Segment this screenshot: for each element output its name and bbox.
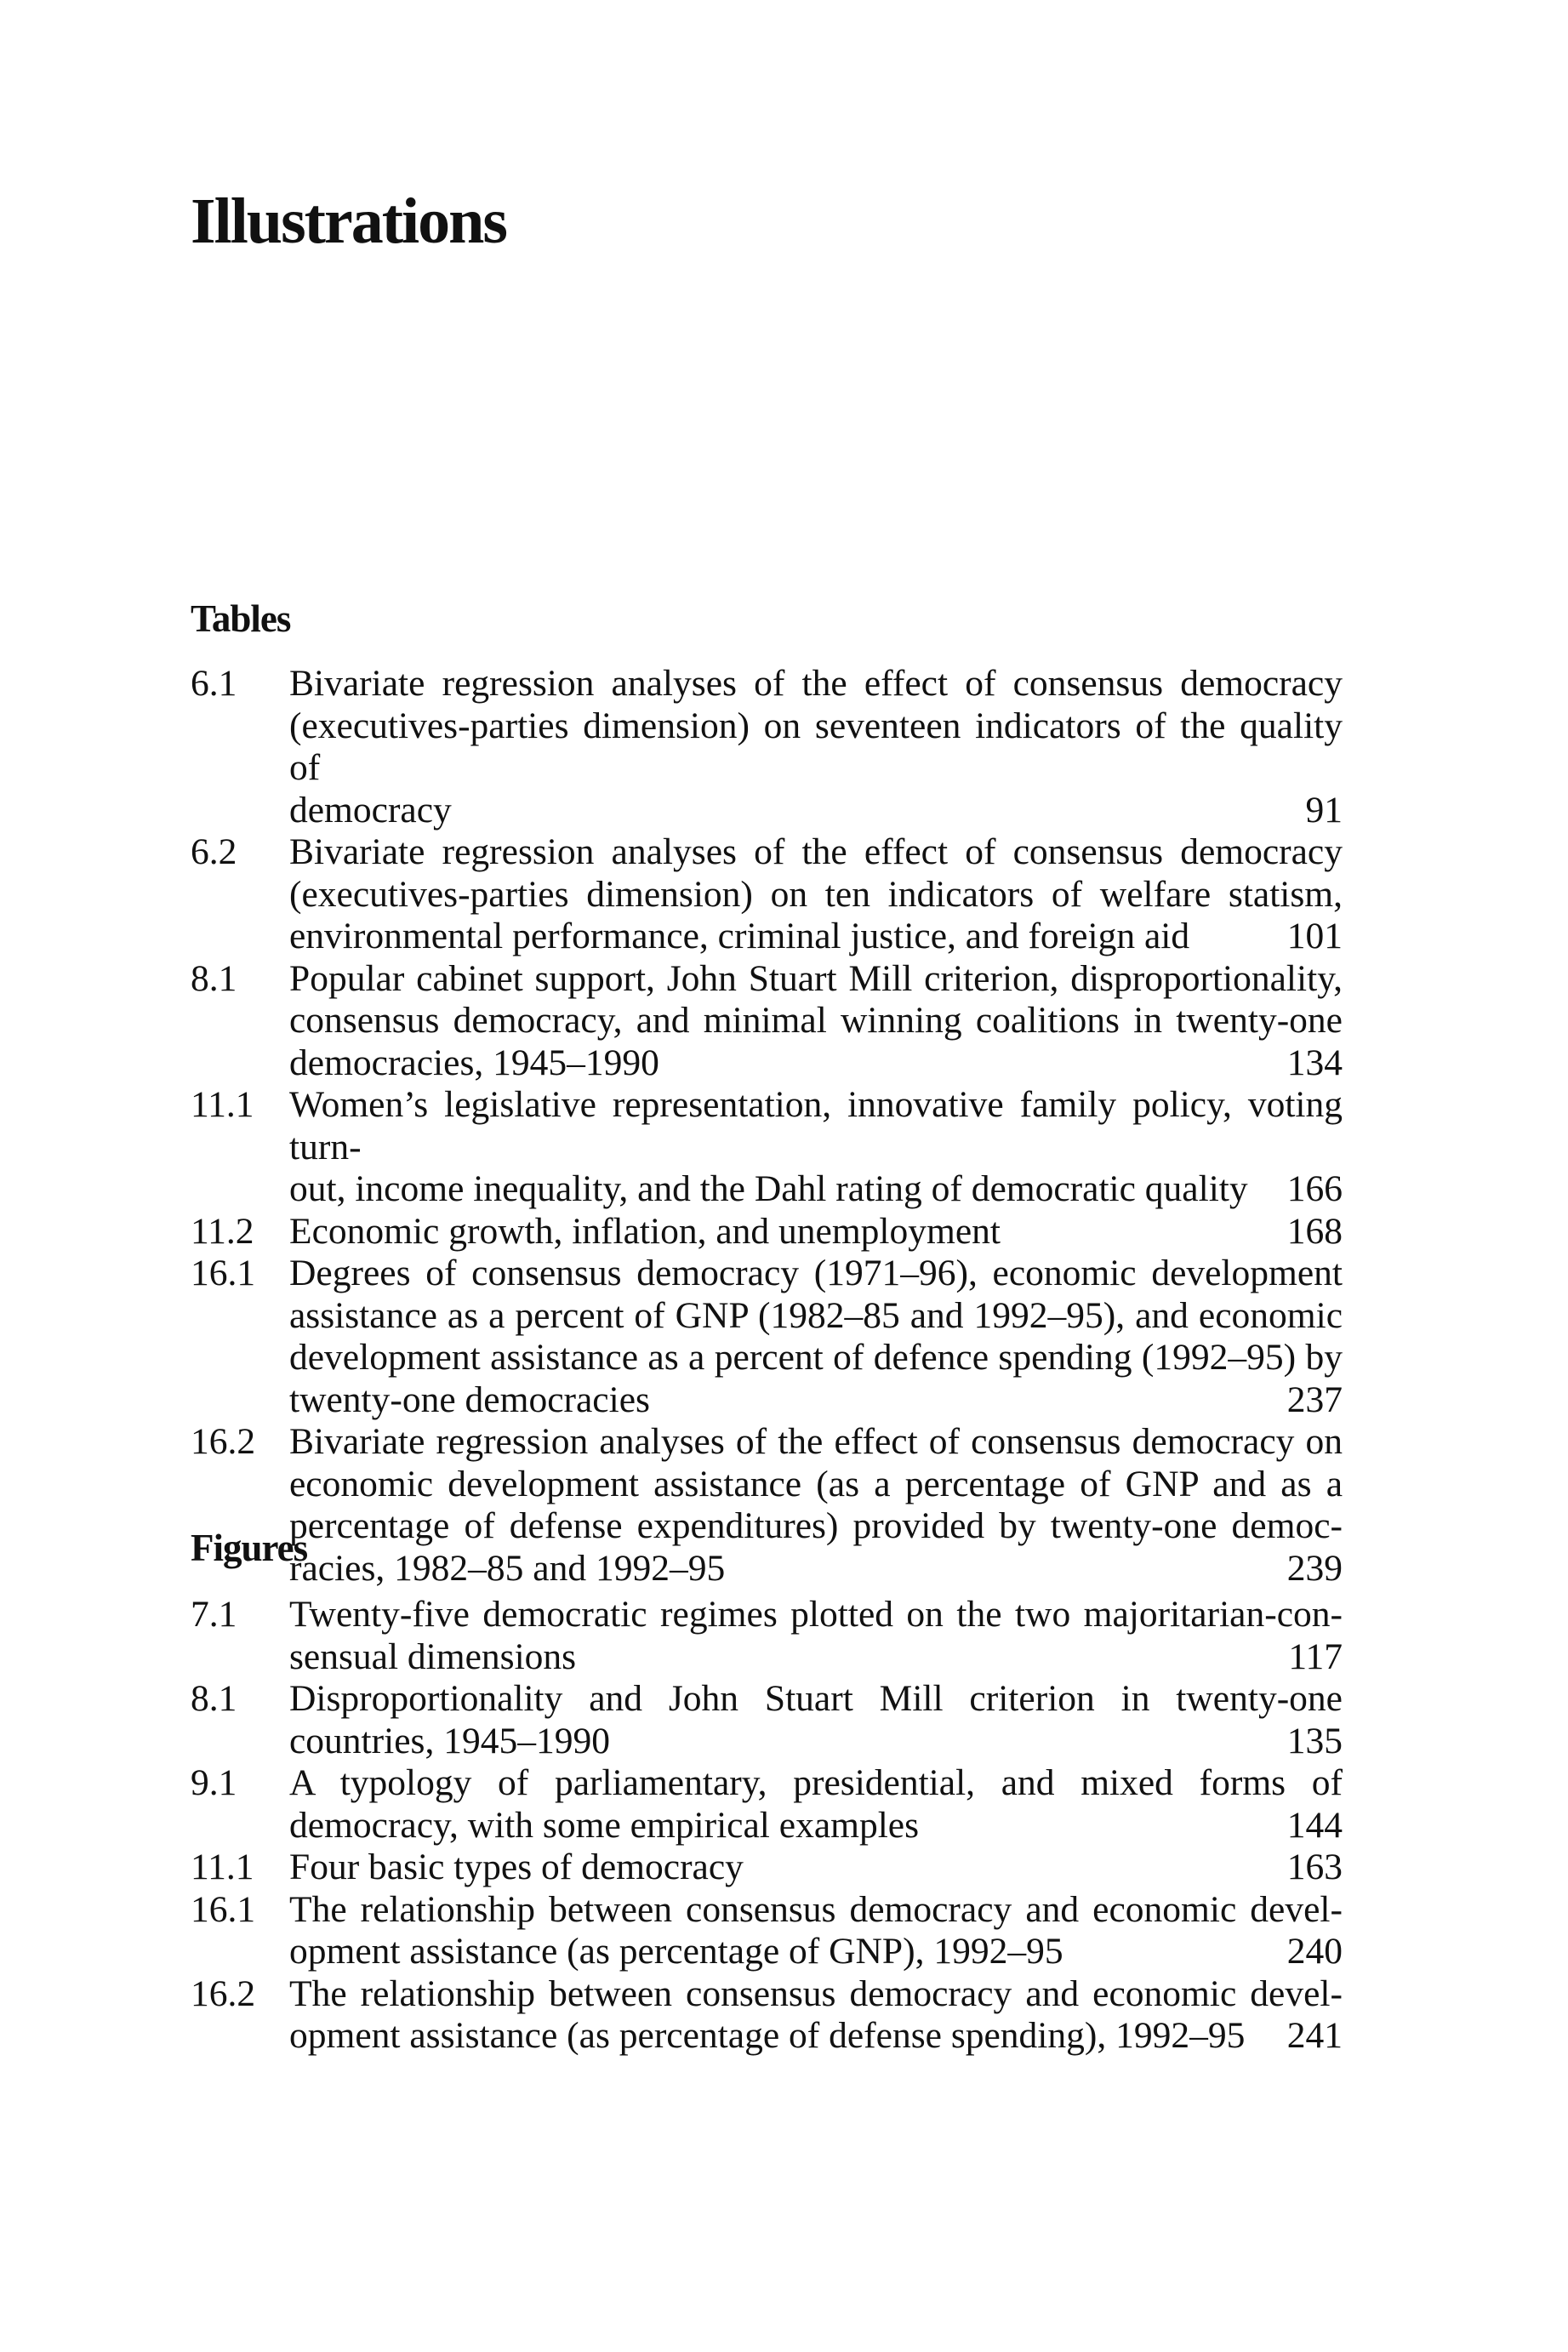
entry-number: 11.1 [191, 1847, 254, 1887]
entry-title-line: Popular cabinet support, John Stuart Mill criterion, disproportionality, [289, 957, 1343, 999]
figure-entry [191, 1762, 1343, 1847]
entry-title [289, 831, 1343, 958]
entry-number: 11.1 [191, 1084, 254, 1125]
entry-title-line [289, 1931, 1343, 1973]
entry-title-text: democracies, 1945–1990 [289, 1042, 659, 1083]
entry-title-text: opment assistance (as percentage of GNP), 1992–95 [289, 1931, 1063, 1972]
table-entry [191, 663, 1343, 831]
entry-number: 16.2 [191, 1421, 256, 1462]
entry-number: 8.1 [191, 957, 237, 999]
page-number: 101 [1286, 916, 1343, 956]
figure-entry [191, 1594, 1343, 1678]
page-number: 135 [1286, 1720, 1343, 1761]
entry-title-line: development assistance as a percent of defence spending (1992–95) by [289, 1337, 1343, 1378]
table-entry [191, 1211, 1343, 1253]
entry-title-line: The relationship between consensus democracy and economic devel- [289, 1972, 1343, 2014]
entry-title [289, 1253, 1343, 1421]
entry-title [289, 1889, 1343, 1973]
entry-title-line: (executives-parties dimension) on ten indicators of welfare statism, [289, 873, 1343, 915]
entry-number: 9.1 [191, 1762, 237, 1803]
page-number: 166 [1286, 1168, 1343, 1209]
figures-list [191, 1594, 1343, 2058]
entry-title-line: A typology of parliamentary, presidential, and mixed forms of [289, 1762, 1343, 1803]
entry-title-text: Economic growth, inflation, and unemployment [289, 1210, 1001, 1252]
table-entry [191, 1084, 1343, 1211]
entry-title [289, 1762, 1343, 1847]
entry-title-line [289, 1721, 1343, 1763]
figure-entry [191, 1889, 1343, 1973]
entry-number: 6.1 [191, 663, 237, 704]
entry-title [289, 1421, 1343, 1590]
entry-number: 11.2 [191, 1210, 254, 1252]
table-entry [191, 831, 1343, 958]
entry-title-line: Bivariate regression analyses of the effect of consensus democracy on [289, 1421, 1343, 1462]
page-number: 239 [1286, 1547, 1343, 1589]
entry-title-line [289, 1847, 1343, 1889]
entry-title-text: out, income inequality, and the Dahl rating of democratic quality [289, 1168, 1248, 1209]
figures-heading: Figures [191, 1527, 308, 1569]
entry-title-line [289, 2015, 1343, 2058]
page-number: 241 [1286, 2015, 1343, 2056]
entry-title-text: opment assistance (as percentage of defense spending), 1992–95 [289, 2015, 1246, 2056]
entry-title-line: (executives-parties dimension) on seventeen indicators of the quality of [289, 705, 1343, 788]
tables-list [191, 663, 1343, 1590]
entry-title-line: Bivariate regression analyses of the effect of consensus democracy [289, 663, 1343, 704]
entry-title-line: Women’s legislative representation, innovative family policy, voting turn- [289, 1084, 1343, 1167]
entry-title-line [289, 1548, 1343, 1590]
entry-title [289, 1678, 1343, 1762]
entry-title-line: Degrees of consensus democracy (1971–96), economic development [289, 1253, 1343, 1293]
figure-entry [191, 1678, 1343, 1762]
entry-title-text: environmental performance, criminal justice, and foreign aid [289, 916, 1190, 956]
entry-title-line [289, 790, 1343, 832]
page-number: 237 [1286, 1379, 1343, 1420]
figure-entry [191, 1973, 1343, 2058]
entry-title-line [289, 1168, 1343, 1211]
entry-title-line: The relationship between consensus democracy and economic devel- [289, 1888, 1343, 1930]
entry-title-line: consensus democracy, and minimal winning coalitions in twenty-one [289, 1000, 1343, 1041]
entry-number: 16.2 [191, 1972, 256, 2014]
entry-title-line [289, 1636, 1343, 1679]
entry-title-text: democracy [289, 789, 452, 831]
entry-title-text: racies, 1982–85 and 1992–95 [289, 1547, 726, 1589]
table-entry [191, 1421, 1343, 1590]
page-number: 91 [1305, 789, 1343, 831]
page-number: 168 [1286, 1210, 1343, 1252]
tables-heading: Tables [191, 597, 291, 640]
entry-title [289, 663, 1343, 831]
entry-title-line [289, 1805, 1343, 1847]
entry-title-line: Bivariate regression analyses of the effect of consensus democracy [289, 831, 1343, 872]
page-number: 240 [1286, 1931, 1343, 1972]
entry-number: 16.1 [191, 1888, 256, 1930]
table-entry [191, 958, 1343, 1085]
table-entry [191, 1253, 1343, 1421]
entry-number: 7.1 [191, 1594, 237, 1635]
page-number: 134 [1286, 1042, 1343, 1083]
entry-title-line [289, 1042, 1343, 1085]
entry-number: 16.1 [191, 1253, 256, 1293]
entry-title-line: economic development assistance (as a percentage of GNP and as a [289, 1463, 1343, 1504]
entry-title [289, 1973, 1343, 2058]
entry-title [289, 1847, 1343, 1889]
page-number: 117 [1288, 1636, 1343, 1677]
entry-title-line: assistance as a percent of GNP (1982–85 and 1992–95), and economic [289, 1294, 1343, 1336]
entry-title-line [289, 916, 1343, 958]
figure-entry [191, 1847, 1343, 1889]
entry-title-line: Disproportionality and John Stuart Mill criterion in twenty-one [289, 1678, 1343, 1719]
entry-number: 6.2 [191, 831, 237, 872]
entry-title-line [289, 1379, 1343, 1422]
entry-title-line: Twenty-five democratic regimes plotted on the two majoritarian-con- [289, 1594, 1343, 1635]
page-number: 144 [1286, 1804, 1343, 1846]
entry-title-text: Four basic types of democracy [289, 1847, 744, 1887]
entry-title-line: percentage of defense expenditures) provided by twenty-one democ- [289, 1505, 1343, 1546]
entry-title-text: twenty-one democracies [289, 1379, 650, 1420]
page-number: 163 [1286, 1847, 1343, 1887]
entry-title [289, 1211, 1343, 1253]
entry-title-text: sensual dimensions [289, 1636, 577, 1677]
page-title: Illustrations [191, 186, 506, 257]
entry-title [289, 958, 1343, 1085]
entry-title [289, 1084, 1343, 1211]
entry-title-text: democracy, with some empirical examples [289, 1804, 920, 1846]
entry-title-line [289, 1211, 1343, 1253]
entry-title [289, 1594, 1343, 1678]
entry-number: 8.1 [191, 1678, 237, 1719]
entry-title-text: countries, 1945–1990 [289, 1720, 610, 1761]
